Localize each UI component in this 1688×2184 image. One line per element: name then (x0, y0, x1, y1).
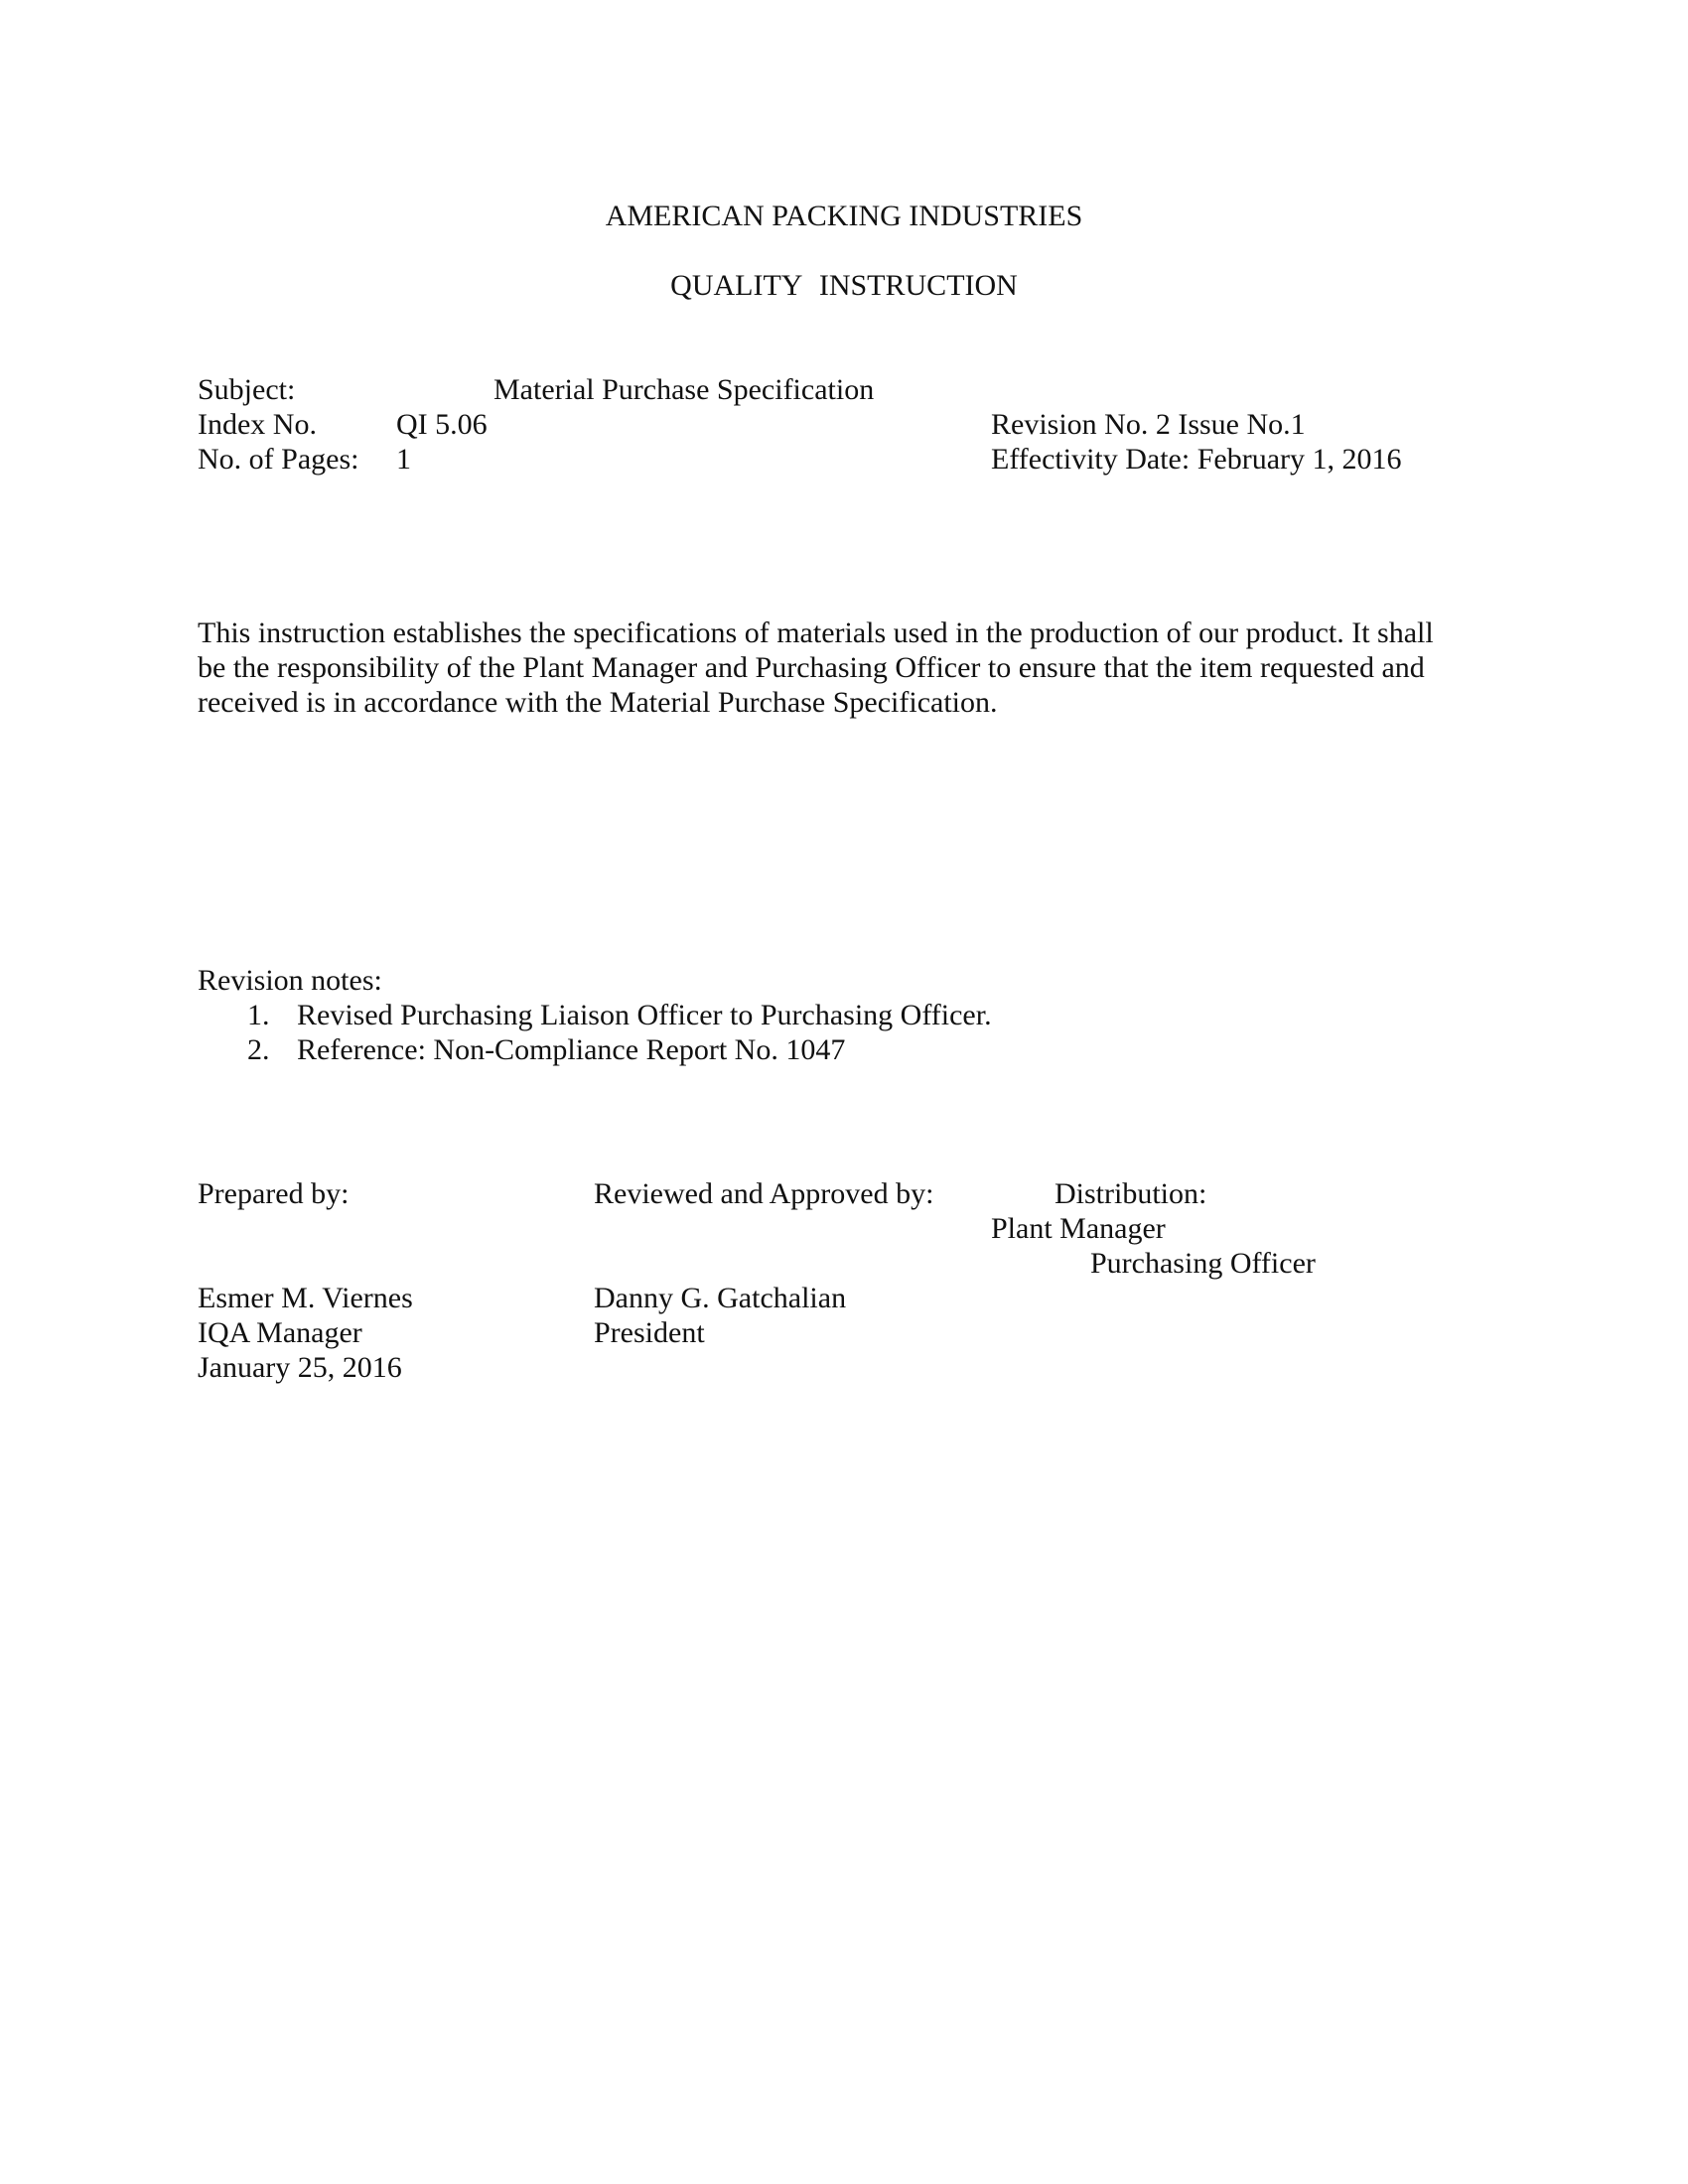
document-type: QUALITY INSTRUCTION (670, 269, 1018, 302)
preparer-name: Esmer M. Viernes (198, 1282, 413, 1314)
paragraph-line: received is in accordance with the Material Purchase Specification. (198, 686, 998, 719)
paragraph-line: This instruction establishes the specifications of materials used in the production of our product. It shall (198, 616, 1434, 649)
revision-note-text: Revised Purchasing Liaison Officer to Purchasing Officer. (297, 999, 992, 1031)
revision-note-text: Reference: Non-Compliance Report No. 1047 (297, 1033, 846, 1066)
pages-value: 1 (396, 443, 411, 476)
revision-notes-title: Revision notes: (198, 964, 382, 997)
distribution-label: Distribution: (1055, 1177, 1207, 1210)
prepared-by-label: Prepared by: (198, 1177, 350, 1210)
index-value: QI 5.06 (396, 408, 488, 441)
preparer-date: January 25, 2016 (198, 1351, 402, 1384)
subject-label: Subject: (198, 373, 296, 406)
paragraph-line: be the responsibility of the Plant Manager and Purchasing Officer to ensure that the item requested and (198, 651, 1425, 684)
revision-note-number: 2. (247, 1033, 270, 1066)
distribution-item: Plant Manager (991, 1212, 1166, 1245)
revision-note-number: 1. (247, 999, 270, 1031)
distribution-item: Purchasing Officer (1090, 1247, 1316, 1280)
revision-info: Revision No. 2 Issue No.1 (991, 408, 1306, 441)
pages-label: No. of Pages: (198, 443, 359, 476)
company-name: AMERICAN PACKING INDUSTRIES (605, 200, 1083, 232)
reviewed-by-label: Reviewed and Approved by: (594, 1177, 934, 1210)
instruction-paragraph (198, 615, 1518, 720)
approver-name: Danny G. Gatchalian (594, 1282, 847, 1314)
index-label: Index No. (198, 408, 317, 441)
approver-title: President (594, 1316, 705, 1349)
effectivity-date: Effectivity Date: February 1, 2016 (991, 443, 1402, 476)
subject-value: Material Purchase Specification (493, 373, 875, 406)
preparer-title: IQA Manager (198, 1316, 362, 1349)
